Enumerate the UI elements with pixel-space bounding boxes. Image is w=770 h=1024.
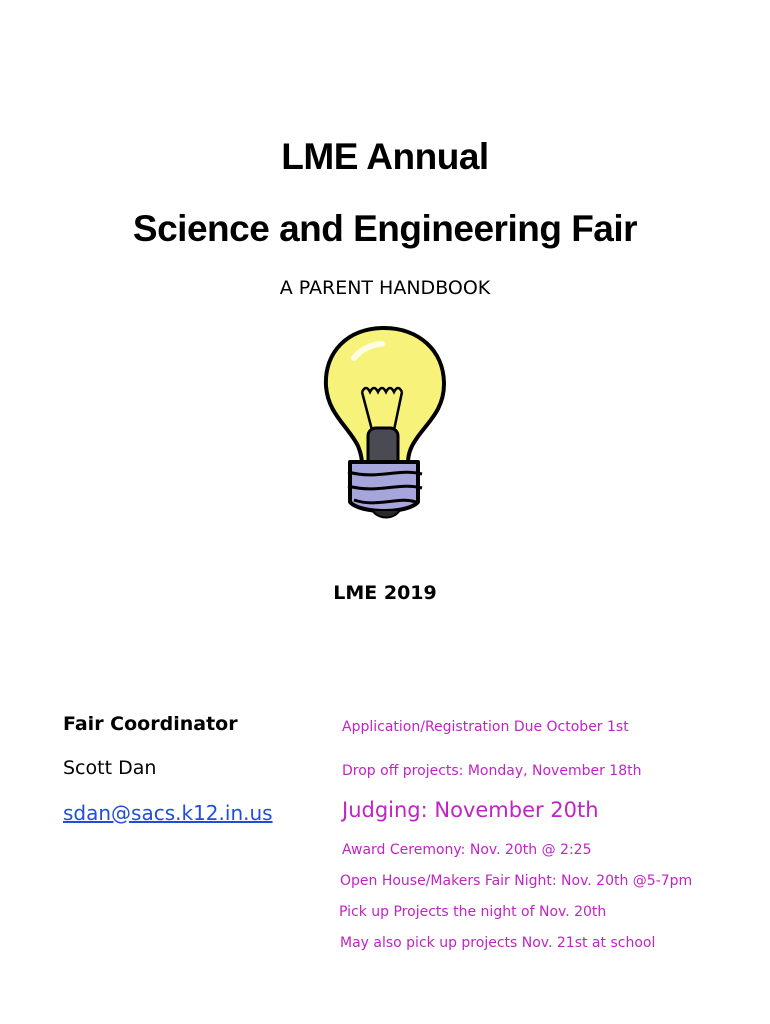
title-line-1: LME Annual (281, 136, 489, 177)
schedule-item-judging: Judging: November 20th (342, 798, 599, 822)
year-label: LME 2019 (333, 582, 437, 604)
lightbulb-icon (318, 322, 450, 522)
schedule-item: May also pick up projects Nov. 21st at school (340, 935, 656, 951)
coordinator-label: Fair Coordinator (63, 713, 238, 735)
schedule-item: Pick up Projects the night of Nov. 20th (339, 904, 607, 920)
schedule-item: Application/Registration Due October 1st (342, 719, 629, 735)
schedule-item: Award Ceremony: Nov. 20th @ 2:25 (342, 842, 592, 858)
schedule-item: Open House/Makers Fair Night: Nov. 20th @5-7pm (340, 873, 693, 889)
coordinator-email-link[interactable]: sdan@sacs.k12.in.us (63, 801, 273, 825)
schedule-item: Drop off projects: Monday, November 18th (342, 763, 642, 779)
subtitle: A PARENT HANDBOOK (279, 277, 491, 299)
title-line-2: Science and Engineering Fair (132, 208, 638, 249)
coordinator-name: Scott Dan (63, 757, 157, 779)
